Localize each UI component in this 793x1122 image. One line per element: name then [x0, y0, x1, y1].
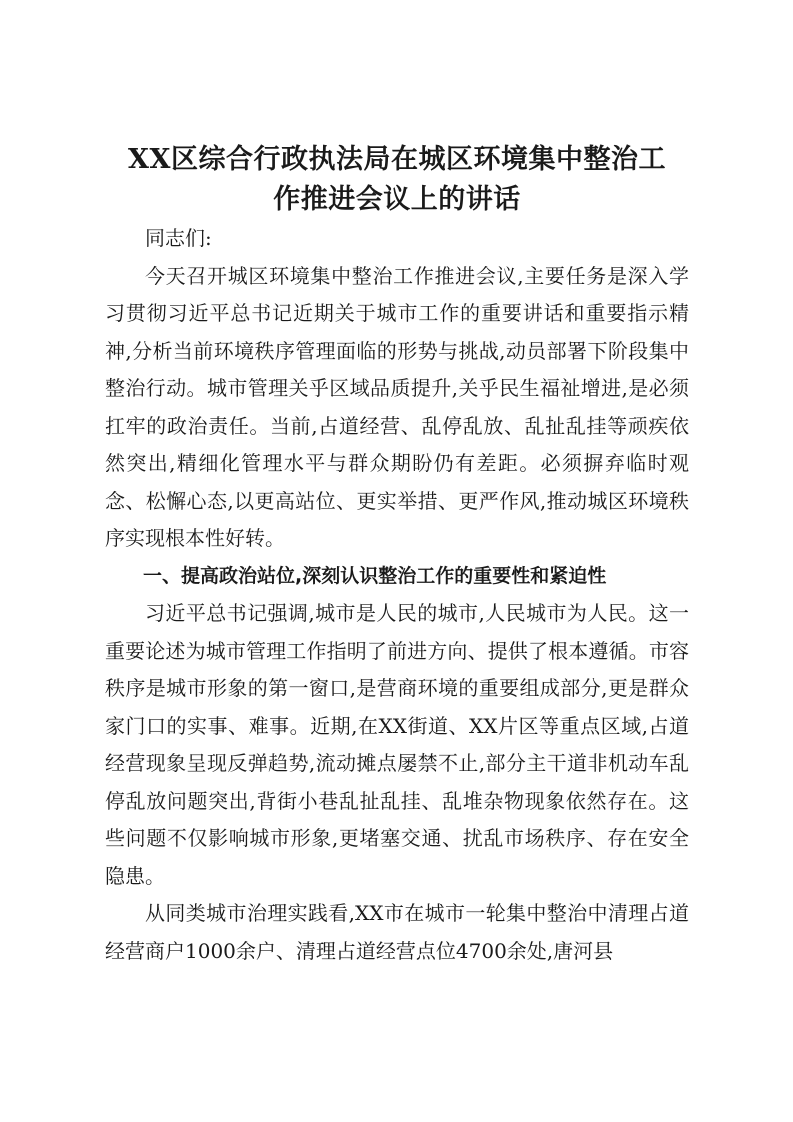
- title-line-2: 作推进会议上的讲话: [273, 184, 521, 215]
- section-1-paragraph-1: 习近平总书记强调,城市是人民的城市,人民城市为人民。这一重要论述为城市管理工作指明了前进方向、提供了根本遵循。市容秩序是城市形象的第一窗口,是营商环境的重要组成部分,更是群众家门口的实事、难事。近期,在XX街道、XX片区等重点区域,占道经营现象呈现反弹趋势,流动摊点屡禁不止,部分主干道非机动车乱停乱放问题突出,背街小巷乱扯乱挂、乱堆杂物现象依然存在。这些问题不仅影响城市形象,更堵塞交通、扰乱市场秩序、存在安全隐患。: [105, 601, 689, 888]
- title-line-1: XX区综合行政执法局在城区环境集中整治工: [128, 144, 666, 175]
- intro-paragraph: 今天召开城区环境集中整治工作推进会议,主要任务是深入学习贯彻习近平总书记近期关于城市工作的重要讲话和重要指示精神,分析当前环境秩序管理面临的形势与挑战,动员部署下阶段集中整治行动。城市管理关乎区域品质提升,关乎民生福祉增进,是必须扛牢的政治责任。当前,占道经营、乱停乱放、乱扯乱挂等顽疾依然突出,精细化管理水平与群众期盼仍有差距。必须摒弃临时观念、松懈心态,以更高站位、更实举措、更严作风,推动城区环境秩序实现根本性好转。: [105, 263, 689, 550]
- document-title: [105, 140, 689, 220]
- section-1-paragraph-2: 从同类城市治理实践看,XX市在城市一轮集中整治中清理占道经营商户1000余户、清理占道经营点位4700余处,唐河县: [105, 901, 689, 963]
- salutation: 同志们:: [145, 226, 212, 250]
- document-page: [105, 140, 689, 970]
- section-heading-1: 一、提高政治站位,深刻认识整治工作的重要性和紧迫性: [143, 564, 607, 587]
